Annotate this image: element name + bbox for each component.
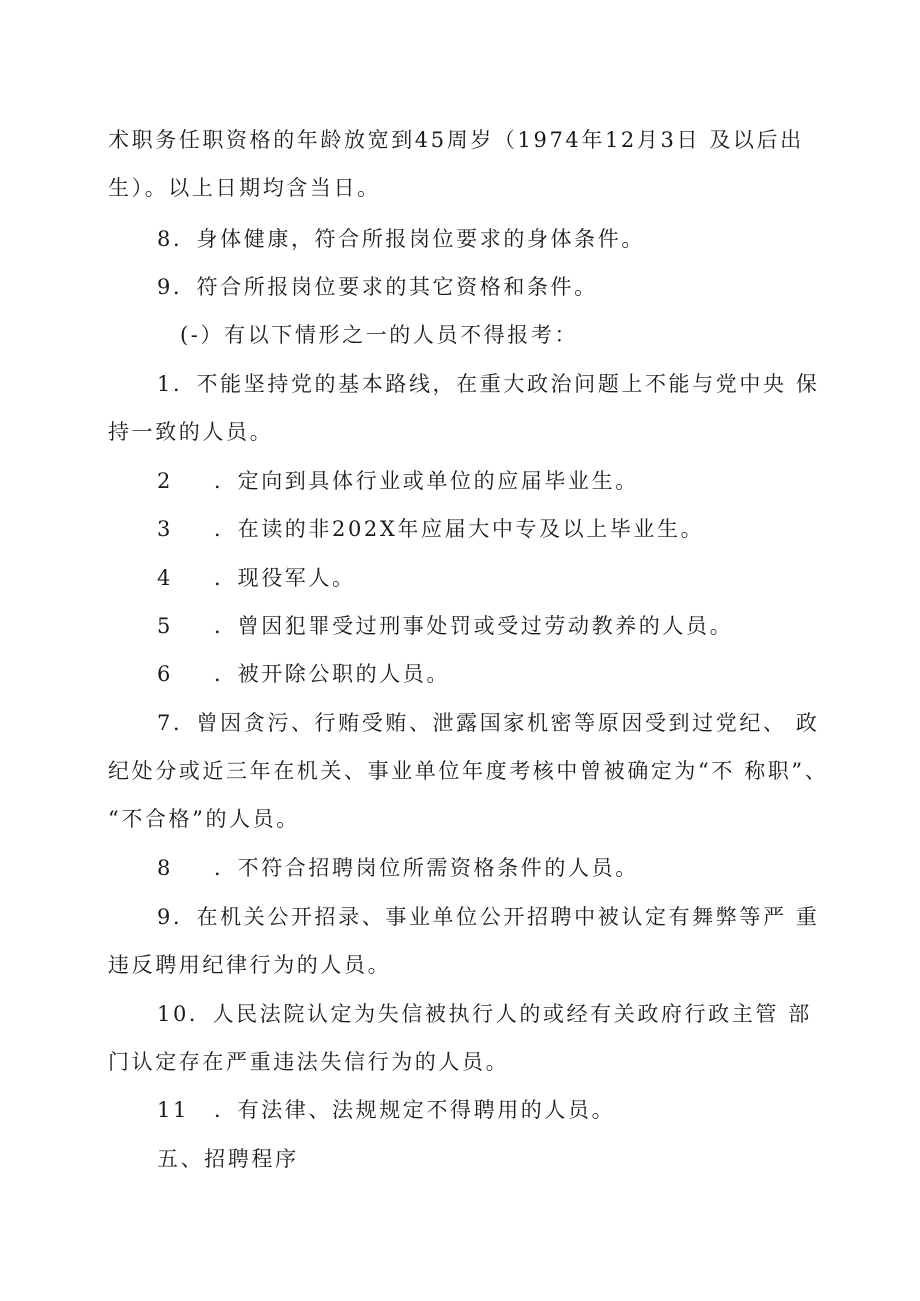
list-item-text: ．不符合招聘岗位所需资格条件的人员。 xyxy=(214,856,639,880)
paragraph-line: “不合格”的人员。 xyxy=(108,807,300,831)
paragraph-line: 10．人民法院认定为失信被执行人的或经有关政府行政主管 部 xyxy=(157,1002,812,1026)
paragraph-line: 1．不能坚持党的基本路线，在重大政治问题上不能与党中央 保 xyxy=(157,372,820,396)
list-item-number: 5 xyxy=(157,614,173,638)
list-item-text: ．曾因犯罪受过刑事处罚或受过劳动教养的人员。 xyxy=(214,614,734,638)
list-item-text: ．定向到具体行业或单位的应届毕业生。 xyxy=(214,469,639,493)
paragraph-line: 违反聘用纪律行为的人员。 xyxy=(108,953,392,977)
list-item xyxy=(157,1096,615,1124)
paragraph-line: 9．符合所报岗位要求的其它资格和条件。 xyxy=(157,275,598,299)
list-item-number: 11 xyxy=(157,1098,189,1122)
list-item xyxy=(157,612,733,640)
list-item-text: ．现役军人。 xyxy=(214,566,356,590)
section-heading: (-）有以下情形之一的人员不得报考： xyxy=(180,323,579,347)
list-item-number: 2 xyxy=(157,469,173,493)
list-item xyxy=(157,515,704,543)
paragraph-line: 9．在机关公开招录、事业单位公开招聘中被认定有舞弊等严 重 xyxy=(157,905,820,929)
list-item-text: ．被开除公职的人员。 xyxy=(214,662,450,686)
list-item-number: 4 xyxy=(157,566,173,590)
list-item-number: 3 xyxy=(157,517,173,541)
paragraph-line: 持一致的人员。 xyxy=(108,420,274,444)
list-item-number: 6 xyxy=(157,662,173,686)
list-item xyxy=(157,660,450,688)
paragraph-line: 门认定存在严重违法失信行为的人员。 xyxy=(108,1050,510,1074)
paragraph-line: 术职务任职资格的年龄放宽到45周岁（1974年12月3日 及以后出 xyxy=(108,128,804,152)
list-item-text: ．有法律、法规规定不得聘用的人员。 xyxy=(214,1098,616,1122)
list-item xyxy=(157,854,639,882)
list-item xyxy=(157,467,639,495)
paragraph-line: 纪处分或近三年在机关、事业单位年度考核中曾被确定为“不 称职”、 xyxy=(108,759,829,783)
section-heading: 五、招聘程序 xyxy=(157,1147,299,1171)
paragraph-line: 7．曾因贪污、行贿受贿、泄露国家机密等原因受到过党纪、 政 xyxy=(157,711,820,735)
list-item-number: 8 xyxy=(157,856,173,880)
paragraph-line: 生）。以上日期均含当日。 xyxy=(108,176,381,200)
list-item xyxy=(157,564,356,592)
list-item-text: ．在读的非202X年应届大中专及以上毕业生。 xyxy=(214,517,705,541)
paragraph-line: 8．身体健康，符合所报岗位要求的身体条件。 xyxy=(157,227,645,251)
